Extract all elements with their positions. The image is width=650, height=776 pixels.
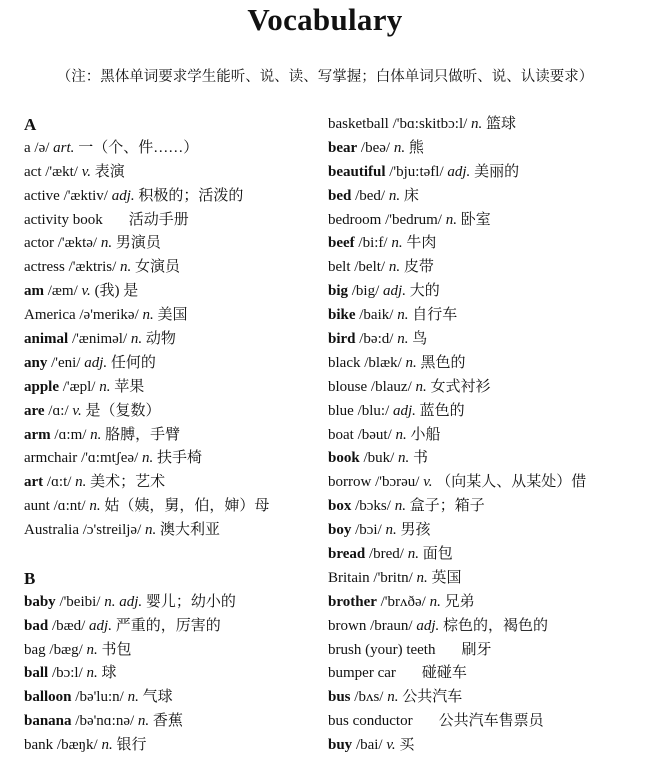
entry-meaning: 男孩 — [400, 522, 431, 539]
entry-phonetic: /bə'lu:n/ — [75, 689, 124, 706]
entry-part-of-speech: n. — [100, 235, 113, 252]
entry-word: brush (your) teeth — [328, 641, 436, 658]
entry-meaning: 香蕉 — [152, 713, 183, 730]
vocab-entry — [24, 615, 324, 639]
entry-meaning: 书包 — [101, 641, 132, 658]
entry-phonetic: /bai/ — [355, 737, 383, 754]
entry-part-of-speech: n. — [391, 235, 403, 252]
entry-word: bear — [328, 139, 358, 156]
entry-phonetic: /'eni/ — [51, 354, 81, 371]
section-letter: B — [24, 568, 36, 588]
entry-meaning: 澳大利亚 — [160, 522, 221, 539]
entry-part-of-speech: n. — [89, 498, 101, 515]
entry-word: active — [24, 187, 60, 204]
vocab-column-left — [24, 113, 324, 758]
entry-part-of-speech: n. — [397, 307, 409, 324]
entry-part-of-speech: n. — [385, 522, 397, 539]
vocab-entry — [24, 639, 324, 663]
entry-word: ball — [24, 665, 49, 682]
entry-meaning: 面包 — [422, 546, 453, 563]
entry-phonetic: /'britn/ — [373, 569, 413, 586]
entry-word: boy — [328, 522, 352, 539]
entry-phonetic: /'brʌðə/ — [380, 593, 426, 610]
entry-word: bag — [24, 641, 46, 658]
entry-part-of-speech: n. — [405, 354, 417, 371]
vocab-entry — [24, 519, 324, 543]
entry-phonetic: /beə/ — [360, 139, 391, 156]
vocab-entry — [24, 328, 324, 352]
vocab-entry — [328, 639, 648, 663]
entry-phonetic: /bæd/ — [51, 617, 86, 634]
entry-word: borrow — [328, 474, 372, 491]
entry-phonetic: /'bɑ:skitbɔ:l/ — [392, 116, 468, 132]
entry-phonetic: /bi:f/ — [358, 235, 388, 252]
entry-part-of-speech: art. — [53, 139, 75, 156]
entry-meaning: 买 — [399, 737, 415, 754]
entry-word: bank — [24, 737, 54, 754]
entry-word: buy — [328, 737, 353, 754]
entry-part-of-speech: n. — [388, 187, 401, 204]
entry-phonetic: /ɑ:t/ — [46, 474, 72, 491]
entry-part-of-speech: n. — [101, 737, 113, 754]
vocab-entry — [24, 424, 324, 448]
entry-part-of-speech: adj. — [84, 354, 108, 371]
entry-phonetic: /'æpl/ — [62, 378, 96, 395]
vocab-entry — [328, 256, 648, 280]
entry-part-of-speech: n. — [395, 426, 407, 443]
vocab-entry — [24, 161, 324, 185]
entry-word: any — [24, 354, 48, 371]
entry-meaning: 美丽的 — [474, 163, 520, 180]
entry-part-of-speech: n. — [407, 546, 419, 563]
entry-word: black — [328, 354, 361, 371]
entry-meaning: 公共汽车 — [402, 689, 463, 706]
entry-word: big — [328, 283, 349, 300]
entry-part-of-speech: n. — [86, 665, 98, 682]
entry-phonetic: /bə'nɑ:nə/ — [75, 713, 135, 730]
vocab-entry — [328, 591, 648, 615]
entry-part-of-speech: n. — [142, 307, 154, 324]
vocab-entry — [328, 686, 648, 710]
vocab-entry — [328, 710, 648, 734]
entry-phonetic: /ɑ:/ — [48, 402, 69, 419]
entry-part-of-speech: n. — [394, 498, 406, 515]
entry-part-of-speech: n. — [388, 259, 401, 276]
vocab-entry — [328, 376, 648, 400]
vocab-entry — [328, 352, 648, 376]
entry-part-of-speech: n. — [75, 474, 87, 491]
entry-word: boat — [328, 426, 354, 443]
entry-part-of-speech: v. — [423, 474, 433, 491]
entry-phonetic: /baik/ — [359, 307, 394, 324]
entry-word: armchair — [24, 450, 78, 467]
vocab-entry — [24, 209, 324, 233]
entry-meaning: 美国 — [157, 307, 188, 324]
vocab-entry — [328, 280, 648, 304]
entry-word: art — [24, 474, 44, 491]
entry-meaning: 女式衬衫 — [430, 378, 491, 395]
entry-meaning: 英国 — [431, 569, 462, 586]
entry-meaning: 动物 — [145, 331, 176, 348]
entry-part-of-speech: n. — [142, 450, 154, 467]
entry-word: animal — [24, 331, 69, 348]
entry-word: Britain — [328, 569, 370, 586]
entry-phonetic: /'ɑ:mtʃeə/ — [81, 450, 139, 467]
entry-part-of-speech: adj. — [111, 187, 135, 204]
entry-word: actor — [24, 235, 54, 252]
vocab-entry — [24, 662, 324, 686]
entry-phonetic: /bə:d/ — [359, 331, 394, 348]
entry-phonetic: /ɔ'streiljə/ — [82, 522, 142, 539]
entry-phonetic: /'bedrum/ — [385, 211, 442, 228]
entry-part-of-speech: v. — [81, 283, 91, 300]
vocab-entry — [328, 471, 648, 495]
entry-word: box — [328, 498, 352, 515]
entry-phonetic: /ɑ:m/ — [54, 426, 87, 443]
entry-part-of-speech: n. — [393, 139, 406, 156]
page-title: Vocabulary — [247, 2, 403, 37]
vocab-entry — [24, 686, 324, 710]
entry-phonetic: /bɔi/ — [355, 522, 382, 539]
instruction-note: （注：黑体单词要求学生能听、说、读、写掌握；白体单词只做听、说、认读要求） — [56, 69, 594, 85]
entry-phonetic: /bed/ — [355, 187, 386, 204]
vocab-entry — [328, 447, 648, 471]
entry-meaning: 球 — [101, 665, 117, 682]
entry-phonetic: /ə'merikə/ — [79, 307, 139, 324]
entry-word: act — [24, 163, 42, 180]
entry-word: am — [24, 283, 44, 300]
vocab-entry — [24, 352, 324, 376]
entry-phonetic: /blauz/ — [370, 378, 412, 395]
entry-phonetic: /buk/ — [363, 450, 395, 467]
entry-word: blue — [328, 402, 354, 419]
entry-meaning: 床 — [403, 187, 419, 204]
entry-part-of-speech: n. — [99, 378, 111, 395]
entry-meaning: 表演 — [94, 163, 125, 180]
vocab-entry — [24, 447, 324, 471]
entry-phonetic: /ə/ — [34, 139, 50, 156]
entry-meaning: 任何的 — [110, 354, 156, 371]
vocab-entry — [24, 591, 324, 615]
entry-part-of-speech: n. — [145, 522, 157, 539]
entry-phonetic: /ɑ:nt/ — [53, 498, 86, 515]
entry-phonetic: /belt/ — [354, 259, 386, 276]
entry-phonetic: /blæk/ — [364, 354, 402, 371]
entry-phonetic: /braun/ — [370, 617, 413, 634]
entry-meaning: 大的 — [409, 283, 440, 300]
entry-meaning: 黑色的 — [420, 354, 466, 371]
entry-part-of-speech: n. — [445, 211, 457, 228]
entry-meaning: （向某人、从某处）借 — [436, 474, 587, 491]
vocab-entry — [24, 256, 324, 280]
entry-phonetic: /bɔ:l/ — [51, 665, 83, 682]
entry-part-of-speech: adj. — [393, 402, 416, 419]
entry-part-of-speech: v. — [81, 163, 91, 180]
vocab-entry — [24, 137, 324, 161]
entry-word: brother — [328, 593, 377, 610]
entry-meaning: 活动手册 — [128, 211, 189, 228]
entry-part-of-speech: n. — [387, 689, 399, 706]
vocab-entry — [328, 137, 648, 161]
vocab-entry — [328, 519, 648, 543]
entry-meaning: 银行 — [116, 737, 147, 754]
entry-part-of-speech: n. — [398, 450, 410, 467]
entry-part-of-speech: n. — [415, 378, 427, 395]
entry-phonetic: /'bju:təfl/ — [389, 163, 444, 180]
vocab-entry — [328, 232, 648, 256]
entry-word: America — [24, 307, 76, 324]
entry-meaning: 蓝色的 — [419, 402, 465, 419]
entry-phonetic: /'æktris/ — [68, 259, 117, 276]
entry-meaning: 积极的；活泼的 — [138, 187, 244, 204]
entry-meaning: 胳膊，手臂 — [105, 426, 181, 443]
entry-meaning: 严重的，厉害的 — [115, 617, 221, 634]
vocab-entry — [24, 376, 324, 400]
entry-meaning: 牛肉 — [406, 235, 437, 252]
entry-part-of-speech: adj. — [89, 617, 112, 634]
entry-meaning: 兄弟 — [444, 593, 475, 610]
entry-word: a — [24, 139, 31, 156]
vocab-entry — [24, 400, 324, 424]
entry-word: aunt — [24, 498, 50, 515]
entry-part-of-speech: v. — [72, 402, 82, 419]
entry-phonetic: /'beibi/ — [59, 593, 101, 610]
entry-phonetic: /bɔks/ — [355, 498, 391, 515]
entry-phonetic: /'æktə/ — [57, 235, 98, 252]
vocab-entry — [328, 615, 648, 639]
entry-meaning: 苹果 — [114, 378, 145, 395]
vocab-entry — [328, 424, 648, 448]
entry-word: activity book — [24, 211, 103, 228]
entry-word: are — [24, 402, 45, 419]
entry-part-of-speech: n. — [471, 116, 483, 132]
entry-meaning: 小船 — [410, 426, 441, 443]
blank-row — [24, 543, 324, 567]
entry-phonetic: /bəut/ — [357, 426, 392, 443]
entry-word: brown — [328, 617, 367, 634]
entry-meaning: 气球 — [142, 689, 173, 706]
vocab-entry — [328, 567, 648, 591]
entry-word: bird — [328, 331, 356, 348]
entry-part-of-speech: v. — [386, 737, 396, 754]
vocab-entry — [328, 400, 648, 424]
entry-word: banana — [24, 713, 72, 730]
entry-meaning: (我) 是 — [94, 283, 139, 300]
entry-word: arm — [24, 426, 51, 443]
entry-meaning: 女演员 — [135, 259, 181, 276]
entry-part-of-speech: adj. — [416, 617, 440, 634]
entry-meaning: 刷牙 — [461, 641, 492, 658]
vocab-entry — [24, 304, 324, 328]
entry-meaning: 盒子；箱子 — [409, 498, 485, 515]
vocab-entry — [24, 495, 324, 519]
vocab-entry — [328, 543, 648, 567]
entry-phonetic: /bæg/ — [49, 641, 83, 658]
entry-meaning: 碰碰车 — [421, 665, 467, 682]
entry-word: blouse — [328, 378, 368, 395]
entry-word: bad — [24, 617, 49, 634]
entry-phonetic: /'æktiv/ — [63, 187, 108, 204]
vocab-entry — [24, 710, 324, 734]
entry-part-of-speech: n. — [429, 593, 441, 610]
entry-meaning: 熊 — [408, 139, 424, 156]
entry-word: bed — [328, 187, 352, 204]
entry-phonetic: /bæŋk/ — [56, 737, 98, 754]
entry-word: bumper car — [328, 665, 396, 682]
entry-meaning: 鸟 — [412, 331, 428, 348]
entry-word: belt — [328, 259, 351, 276]
entry-meaning: 美术；艺术 — [90, 474, 166, 491]
entry-phonetic: /æm/ — [47, 283, 78, 300]
vocab-entry — [24, 280, 324, 304]
entry-meaning: 男演员 — [115, 235, 161, 252]
entry-phonetic: /blu:/ — [357, 402, 390, 419]
entry-meaning: 棕色的，褐色的 — [443, 617, 549, 634]
entry-phonetic: /'æniməl/ — [71, 331, 128, 348]
entry-part-of-speech: n. — [120, 259, 132, 276]
entry-phonetic: /big/ — [351, 283, 380, 300]
entry-part-of-speech: n. — [137, 713, 150, 730]
entry-part-of-speech: n. — [90, 426, 102, 443]
vocab-entry — [328, 161, 648, 185]
vocab-entry — [24, 232, 324, 256]
vocab-entry — [328, 304, 648, 328]
entry-part-of-speech: adj. — [383, 283, 406, 300]
entry-meaning: 皮带 — [403, 259, 434, 276]
entry-part-of-speech: n. — [416, 569, 428, 586]
entry-meaning: 是（复数） — [85, 402, 161, 419]
entry-word: Australia — [24, 522, 79, 539]
entry-word: bus conductor — [328, 713, 413, 730]
vocab-entry — [328, 495, 648, 519]
entry-part-of-speech: n. — [127, 689, 139, 706]
entry-meaning: 扶手椅 — [157, 450, 203, 467]
entry-word: book — [328, 450, 360, 467]
entry-part-of-speech: n. adj. — [104, 593, 143, 610]
vocab-entry — [328, 185, 648, 209]
entry-word: basketball — [328, 116, 389, 132]
entry-part-of-speech: n. — [397, 331, 409, 348]
entry-phonetic: /bʌs/ — [354, 689, 384, 706]
vocab-entry — [328, 734, 648, 758]
entry-word: baby — [24, 593, 56, 610]
vocab-column-right — [328, 113, 648, 758]
entry-word: beautiful — [328, 163, 386, 180]
entry-meaning: 公共汽车售票员 — [438, 713, 544, 730]
entry-word: bus — [328, 689, 351, 706]
vocab-entry — [24, 185, 324, 209]
entry-part-of-speech: n. — [86, 641, 98, 658]
entry-part-of-speech: adj. — [447, 163, 471, 180]
entry-word: bike — [328, 307, 356, 324]
entry-meaning: 一（个、件……） — [78, 139, 199, 156]
entry-phonetic: /bred/ — [368, 546, 404, 563]
entry-meaning: 婴儿；幼小的 — [145, 593, 236, 610]
entry-meaning: 姑（姨，舅，伯，婶）母 — [104, 498, 270, 515]
vocab-entry — [24, 471, 324, 495]
vocab-entry — [328, 328, 648, 352]
entry-word: bedroom — [328, 211, 382, 228]
entry-word: actress — [24, 259, 65, 276]
entry-part-of-speech: n. — [130, 331, 143, 348]
vocab-entry — [328, 113, 648, 137]
entry-meaning: 卧室 — [460, 211, 491, 228]
entry-meaning: 书 — [413, 450, 429, 467]
entry-meaning: 自行车 — [412, 307, 458, 324]
vocab-entry — [328, 662, 648, 686]
entry-word: beef — [328, 235, 355, 252]
entry-word: balloon — [24, 689, 72, 706]
vocab-entry — [328, 209, 648, 233]
entry-word: apple — [24, 378, 60, 395]
entry-phonetic: /'ækt/ — [45, 163, 78, 180]
vocab-entry — [24, 734, 324, 758]
entry-phonetic: /'bɔrəu/ — [375, 474, 420, 491]
entry-word: bread — [328, 546, 366, 563]
section-letter: A — [24, 115, 37, 134]
entry-meaning: 篮球 — [486, 116, 517, 132]
